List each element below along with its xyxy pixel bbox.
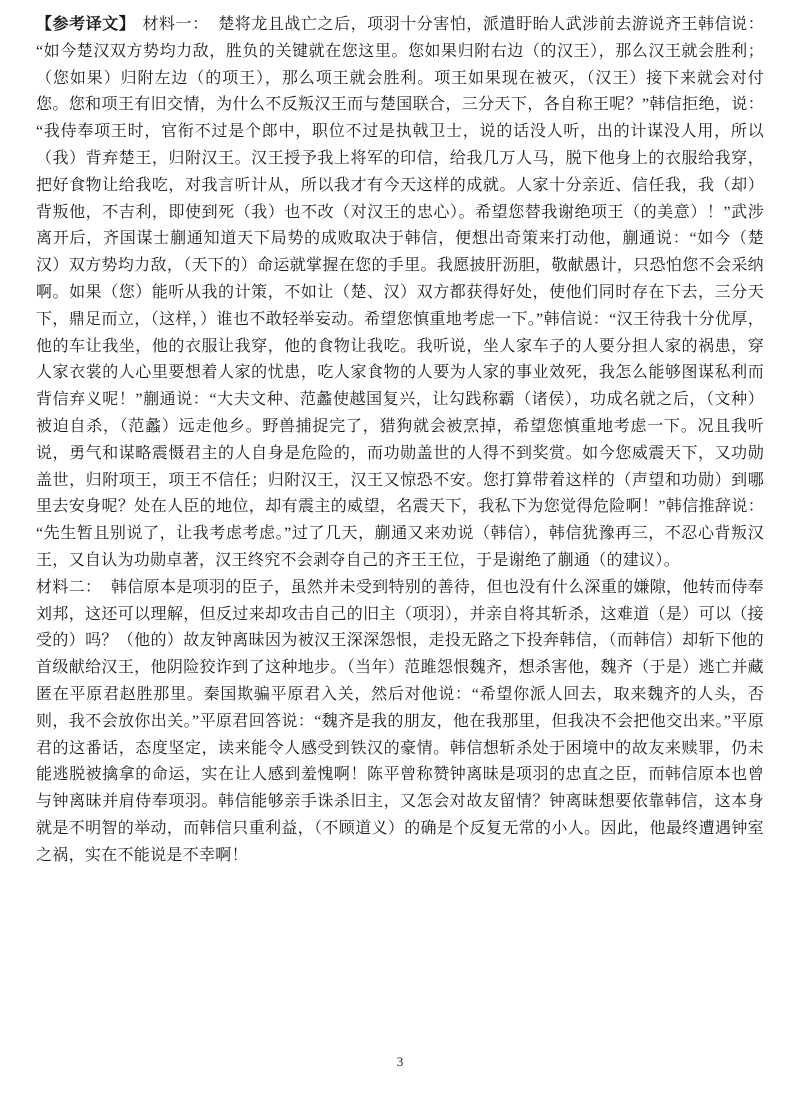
- material-2-paragraph: [36, 575, 764, 870]
- material-2-text: 韩信原本是项羽的臣子，虽然并未受到特别的善待，但也没有什么深重的嫌隙，他转而侍奉刘邦，这还可以理解，但反过来却攻击自己的旧主（项羽），并亲自将其斩杀，这难道（是）可以（接受的）吗？（他的）故友钟离昧因为被汉王深深怨恨，走投无路之下投奔韩信，（而韩信）却斩下他的首级献给汉王，他阴险狡诈到了这种地步。（当年）范雎怨恨魏齐，想杀害他，魏齐（于是）逃亡并藏匿在平原君赵胜那里。秦国欺骗平原君入关，然后对他说：“希望你派人回去，取来魏齐的人头，否则，我不会放你出关。”平原君回答说：“魏齐是我的朋友，他在我那里，但我决不会把他交出来。”平原君的这番话，态度坚定，读来能令人感受到铁汉的豪情。韩信想斩杀处于困境中的故友来赎罪，仍未能逃脱被擒拿的命运，实在让人感到羞愧啊！陈平曾称赞钟离昧是项羽的忠直之臣，而韩信原本也曾与钟离昧并肩侍奉项羽。韩信能够亲手诛杀旧主，又怎会对故友留情？钟离昧想要依靠韩信，这本身就是不明智的举动，而韩信只重利益，（不顾道义）的确是个反复无常的小人。因此，他最终遭遇钟室之祸，实在不能说是不幸啊！: [36, 578, 764, 864]
- reference-translation-label: 【参考译文】: [36, 16, 136, 33]
- translation-text-block: [36, 12, 764, 870]
- page-number: 3: [396, 1054, 404, 1069]
- material-2-label: 材料二：: [36, 578, 102, 596]
- material-1-label: 材料一：: [142, 16, 209, 33]
- material-1-paragraph: [36, 12, 764, 575]
- material-1-text: 楚将龙且战亡之后，项羽十分害怕，派遣盱眙人武涉前去游说齐王韩信说：“如今楚汉双方势均力敌，胜负的关键就在您这里。您如果归附右边（的汉王），那么汉王就会胜利；（您如果）归附左边（的项王），那么项王就会胜利。项王如果现在被灭，（汉王）接下来就会对付您。您和项王有旧交情，为什么不反叛汉王而与楚国联合，三分天下，各自称王呢？”韩信拒绝，说：“我侍奉项王时，官衔不过是个郎中，职位不过是执戟卫士，说的话没人听，出的计谋没人用，所以（我）背弃楚王，归附汉王。汉王授予我上将军的印信，给我几万人马，脱下他身上的衣服给我穿，把好食物让给我吃，对我言听计从，所以我才有今天这样的成就。人家十分亲近、信任我，我（却）背叛他，不吉利，即使到死（我）也不改（对汉王的忠心）。希望您替我谢绝项王（的美意）！”武涉离开后，齐国谋士蒯通知道天下局势的成败取决于韩信，便想出奇策来打动他，蒯通说：“如今（楚汉）双方势均力敌，（天下的）命运就掌握在您的手里。我愿披肝沥胆，敬献愚计，只恐怕您不会采纳啊。如果（您）能听从我的计策，不如让（楚、汉）双方都获得好处，使他们同时存在下去，三分天下，鼎足而立，（这样，）谁也不敢轻举妄动。希望您慎重地考虑一下。”韩信说：“汉王待我十分优厚，他的车让我坐，他的衣服让我穿，他的食物让我吃。我听说，坐人家车子的人要分担人家的祸患，穿人家衣裳的人心里要想着人家的忧患，吃人家食物的人要为人家的事业效死，我怎么能够图谋私利而背信弃义呢！”蒯通说：“大夫文种、范蠡使越国复兴，让勾践称霸（诸侯），功成名就之后，（文种）被迫自杀，（范蠡）远走他乡。野兽捕捉完了，猎狗就会被烹掉，希望您慎重地考虑一下。况且我听说，勇气和谋略震慑君主的人自身是危险的，而功勋盖世的人得不到奖赏。如今您威震天下，又功勋盖世，归附项王，项王不信任；归附汉王，汉王又惊恐不安。您打算带着这样的（声望和功勋）到哪里去安身呢？处在人臣的地位，却有震主的威望，名震天下，我私下为您觉得危险啊！”韩信推辞说：“先生暂且别说了，让我考虑考虑。”过了几天，蒯通又来劝说（韩信），韩信犹豫再三，不忍心背叛汉王，又自认为功勋卓著，汉王终究不会剥夺自己的齐王王位，于是谢绝了蒯通（的建议）。: [36, 16, 764, 569]
